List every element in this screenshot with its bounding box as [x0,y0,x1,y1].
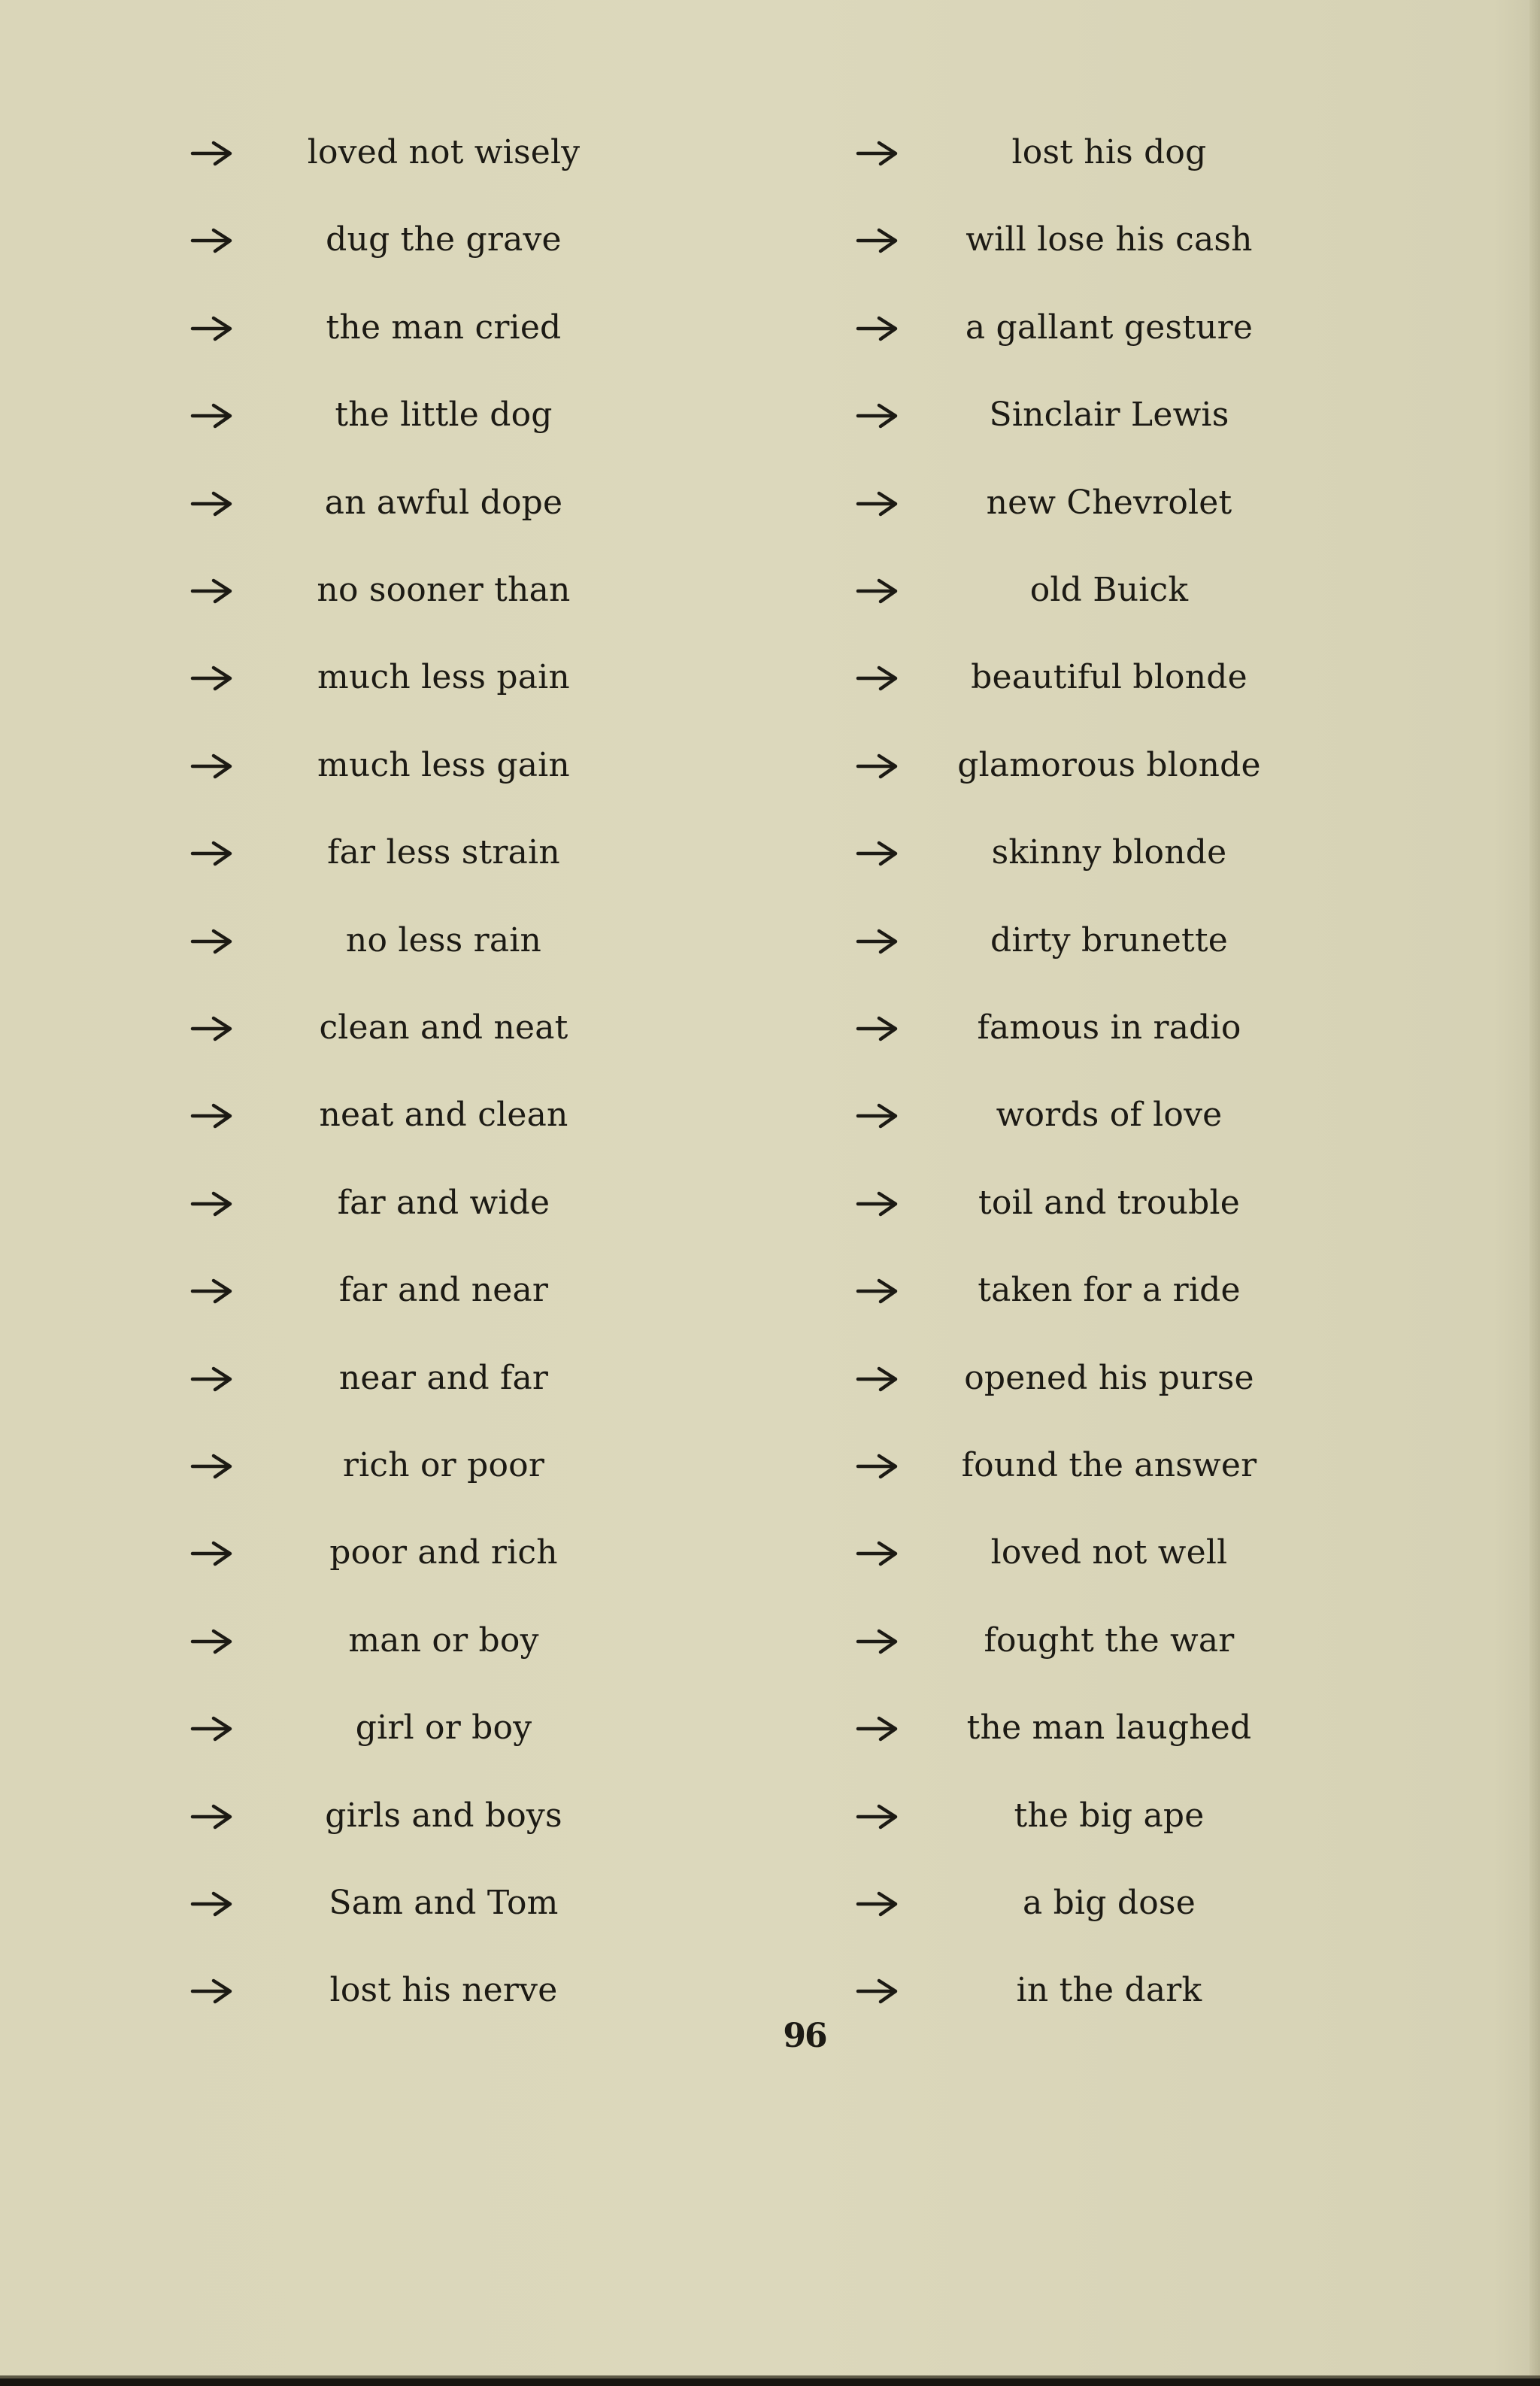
phrase-entry [853,1002,1380,1054]
phrase-entry [853,651,1380,704]
phrase-text: will lose his cash [966,220,1253,259]
phrase-text: clean and neat [319,1008,568,1047]
phrase-entry [853,1702,1380,1754]
phrase-text: taken for a ride [978,1271,1241,1310]
phrase-text: the big ape [1014,1796,1205,1835]
phrase-text: a gallant gesture [965,308,1254,347]
phrase-text: loved not wisely [307,133,581,171]
phrase-text: skinny blonde [991,833,1227,872]
phrase-text: fought the war [984,1620,1235,1660]
phrase-entry [188,1089,714,1141]
phrase-text: man or boy [348,1620,539,1660]
phrase-entry [853,1877,1380,1930]
phrase-entry [188,477,714,529]
phrase-text: dug the grave [326,220,562,259]
phrase-text: no less rain [345,920,542,960]
phrase-text: the little dog [335,396,553,435]
phrase-entry [188,1439,714,1492]
phrase-text: words of love [996,1096,1223,1135]
phrase-text: in the dark [1016,1971,1202,2010]
phrase-text: the man cried [326,308,562,347]
phrase-text: neat and clean [319,1096,568,1135]
page-bottom-edge [0,2378,1540,2386]
page-edge-shadow [1529,0,1540,2386]
phrase-entry [853,826,1380,879]
phrase-text: near and far [338,1358,549,1397]
phrase-text: Sam and Tom [329,1884,559,1922]
phrase-entry [188,826,714,879]
phrase-entry [853,914,1380,967]
right-column [853,0,1380,2030]
phrase-entry [853,1964,1380,2017]
phrase-entry [188,914,714,967]
phrase-text: no sooner than [317,571,571,609]
phrase-text: toil and trouble [978,1183,1241,1222]
phrase-text: girls and boys [325,1796,562,1835]
phrase-entry [853,1439,1380,1492]
phrase-text: loved not well [990,1533,1228,1572]
phrase-entry [188,1526,714,1579]
phrase-text: found the answer [961,1446,1257,1484]
phrase-text: much less gain [317,745,570,784]
phrase-entry [853,477,1380,529]
phrase-entry [853,1089,1380,1141]
phrase-text: far and wide [337,1183,550,1222]
phrase-entry [188,389,714,441]
phrase-entry [188,1702,714,1754]
phrase-entry [853,564,1380,617]
phrase-entry [188,1264,714,1317]
phrase-entry [853,1790,1380,1842]
phrase-text: much less pain [317,658,570,697]
phrase-entry [853,214,1380,266]
phrase-entry [188,126,714,179]
phrase-entry [188,1614,714,1667]
phrase-entry [188,739,714,792]
phrase-entry [188,302,714,354]
phrase-text: lost his nerve [329,1971,558,2010]
phrase-text: famous in radio [977,1008,1241,1047]
phrase-entry [853,1264,1380,1317]
phrase-text: opened his purse [964,1358,1254,1397]
phrase-entry [188,1877,714,1930]
phrase-entry [188,1177,714,1229]
phrase-entry [853,302,1380,354]
phrase-text: old Buick [1029,571,1189,609]
phrase-text: the man laughed [966,1708,1252,1748]
page-number: 96 [783,2017,826,2055]
phrase-text: new Chevrolet [986,483,1232,522]
phrase-text: glamorous blonde [957,745,1261,784]
phrase-text: girl or boy [355,1708,532,1748]
phrase-text: dirty brunette [990,920,1228,960]
phrase-entry [188,651,714,704]
phrase-text: lost his dog [1011,133,1207,171]
phrase-text: a big dose [1023,1884,1196,1922]
phrase-entry [188,1964,714,2017]
phrase-entry [188,214,714,266]
phrase-entry [188,1352,714,1405]
phrase-text: far less strain [327,833,560,872]
phrase-entry [853,389,1380,441]
phrase-entry [188,1002,714,1054]
phrase-text: Sinclair Lewis [989,396,1229,435]
phrase-entry [853,1614,1380,1667]
phrase-entry [853,1526,1380,1579]
phrase-text: poor and rich [329,1533,558,1572]
phrase-entry [853,126,1380,179]
left-column [188,0,714,2030]
phrase-entry [188,564,714,617]
phrase-text: an awful dope [324,483,563,522]
phrase-text: far and near [338,1271,549,1310]
phrase-entry [853,1177,1380,1229]
phrase-entry [853,1352,1380,1405]
phrase-entry [853,739,1380,792]
phrase-text: beautiful blonde [971,658,1247,697]
phrase-entry [188,1790,714,1842]
phrase-text: rich or poor [342,1446,545,1484]
